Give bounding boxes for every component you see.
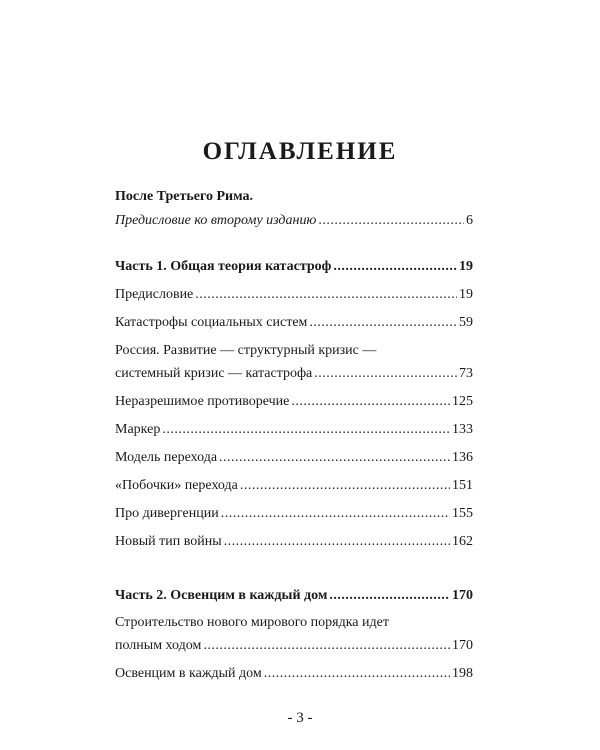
toc-entry[interactable] <box>115 421 473 439</box>
entry-title: Про дивергенции <box>115 506 219 521</box>
toc-title: ОГЛАВЛЕНИЕ <box>202 138 398 165</box>
toc-entry[interactable] <box>115 314 473 332</box>
entry-title-line1: Строительство нового мирового порядка идет <box>115 615 389 630</box>
table-of-contents <box>115 188 473 683</box>
toc-entry[interactable] <box>115 505 473 523</box>
toc-entry-intro[interactable] <box>115 212 473 230</box>
dot-leader <box>162 421 450 439</box>
entry-page: 155 <box>452 506 473 521</box>
toc-part-2-heading[interactable] <box>115 587 473 605</box>
intro-heading: После Третьего Рима. <box>115 189 254 204</box>
entry-title: «Побочки» перехода <box>115 478 238 493</box>
dot-leader <box>318 212 464 230</box>
entry-title: Предисловие ко второму изданию <box>115 213 317 228</box>
entry-page: 19 <box>459 287 473 302</box>
dot-leader <box>219 449 450 467</box>
toc-entry[interactable] <box>115 286 473 304</box>
dot-leader <box>240 477 450 495</box>
entry-title: Освенцим в каждый дом <box>115 666 262 681</box>
part-title: Часть 1. Общая теория катастроф <box>115 259 332 274</box>
entry-title: Модель перехода <box>115 450 218 465</box>
entry-title: Катастрофы социальных систем <box>115 315 308 330</box>
dot-leader <box>221 505 450 523</box>
toc-entry-multiline[interactable] <box>115 342 473 383</box>
part-page: 170 <box>452 588 473 603</box>
dot-leader <box>195 286 457 304</box>
entry-title: Маркер <box>115 422 161 437</box>
entry-title-line2: полным ходом <box>115 638 202 653</box>
entry-title: Новый тип войны <box>115 534 222 549</box>
entry-page: 59 <box>459 315 473 330</box>
dot-leader <box>203 637 450 655</box>
part-title: Часть 2. Освенцим в каждый дом <box>115 588 328 603</box>
entry-title: Неразрешимое противоречие <box>115 394 290 409</box>
page-number: - 3 - <box>287 710 313 726</box>
dot-leader <box>333 258 457 276</box>
entry-page: 125 <box>452 394 473 409</box>
toc-part-1-heading[interactable] <box>115 258 473 276</box>
part-page: 19 <box>459 259 473 274</box>
entry-page: 133 <box>452 422 473 437</box>
entry-page: 170 <box>452 638 473 653</box>
toc-entry-multiline[interactable] <box>115 614 473 655</box>
dot-leader <box>264 665 450 683</box>
toc-entry[interactable] <box>115 393 473 411</box>
toc-entry[interactable] <box>115 665 473 683</box>
toc-entry[interactable] <box>115 449 473 467</box>
dot-leader <box>309 314 457 332</box>
toc-entry[interactable] <box>115 533 473 551</box>
dot-leader <box>224 533 450 551</box>
dot-leader <box>291 393 450 411</box>
dot-leader <box>314 365 457 383</box>
entry-page: 136 <box>452 450 473 465</box>
entry-title-line2: системный кризис — катастрофа <box>115 366 313 381</box>
toc-entry[interactable] <box>115 477 473 495</box>
dot-leader <box>329 587 450 605</box>
entry-title-line1: Россия. Развитие — структурный кризис — <box>115 343 377 358</box>
entry-page: 73 <box>459 366 473 381</box>
entry-page: 151 <box>452 478 473 493</box>
entry-page: 198 <box>452 666 473 681</box>
entry-page: 6 <box>466 213 473 228</box>
entry-page: 162 <box>452 534 473 549</box>
entry-title: Предисловие <box>115 287 194 302</box>
